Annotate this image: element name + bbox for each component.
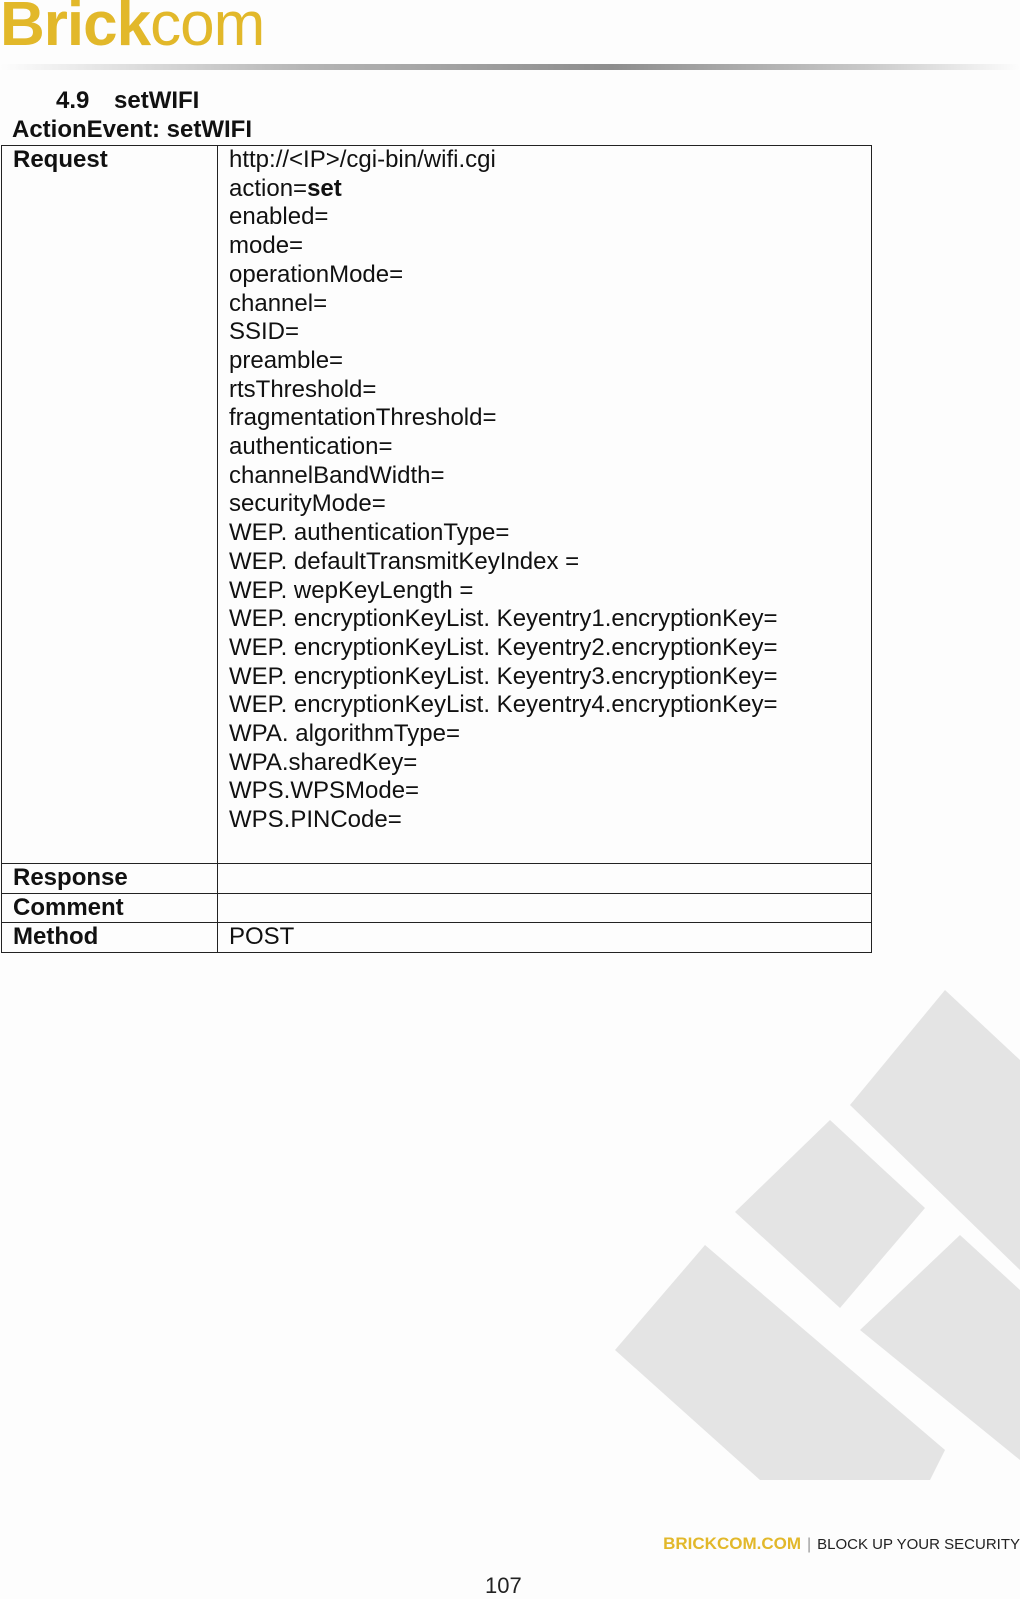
request-params xyxy=(218,146,872,864)
logo-brick-text: Brick xyxy=(0,0,151,59)
param-rts-threshold: rtsThreshold= xyxy=(229,375,377,403)
api-spec-table xyxy=(1,145,872,953)
response-row xyxy=(2,863,872,893)
section-heading xyxy=(56,87,199,115)
request-url: http://<IP>/cgi-bin/wifi.cgi xyxy=(229,146,496,173)
param-wps-pin-code: WPS.PINCode= xyxy=(229,806,402,834)
section-number: 4.9 xyxy=(56,87,90,114)
footer-separator: | xyxy=(807,1536,812,1553)
comment-row xyxy=(2,893,872,923)
footer-brand xyxy=(663,1534,1020,1554)
brick-watermark-icon xyxy=(600,990,1020,1510)
param-channel: channel= xyxy=(229,289,328,317)
param-wps-mode: WPS.WPSMode= xyxy=(229,777,420,805)
footer-site: BRICKCOM.COM xyxy=(663,1534,801,1553)
brickcom-logo xyxy=(0,0,265,59)
request-label: Request xyxy=(2,146,218,864)
param-wep-key-3: WEP. encryptionKeyList. Keyentry3.encryptionKey= xyxy=(229,662,778,690)
param-enabled: enabled= xyxy=(229,203,329,231)
param-fragmentation-threshold: fragmentationThreshold= xyxy=(229,404,497,432)
param-mode: mode= xyxy=(229,232,304,260)
param-wep-key-4: WEP. encryptionKeyList. Keyentry4.encryptionKey= xyxy=(229,691,778,719)
param-authentication: authentication= xyxy=(229,433,393,461)
logo-com-text: com xyxy=(150,0,265,59)
method-row xyxy=(2,923,872,953)
footer-tagline: BLOCK UP YOUR SECURITY xyxy=(817,1536,1020,1553)
section-title: setWIFI xyxy=(114,87,200,114)
param-wpa-shared-key: WPA.sharedKey= xyxy=(229,748,418,776)
param-wep-key-length: WEP. wepKeyLength = xyxy=(229,576,474,604)
request-row xyxy=(2,146,872,864)
comment-value xyxy=(218,893,872,923)
param-operation-mode: operationMode= xyxy=(229,260,404,288)
param-action: action=set xyxy=(229,174,342,202)
param-channel-bandwidth: channelBandWidth= xyxy=(229,461,445,489)
header-divider xyxy=(0,64,1020,70)
comment-label: Comment xyxy=(2,893,218,923)
method-value: POST xyxy=(218,923,872,953)
param-wep-authentication-type: WEP. authenticationType= xyxy=(229,519,510,547)
method-label: Method xyxy=(2,923,218,953)
param-security-mode: securityMode= xyxy=(229,490,386,518)
action-event-title: ActionEvent: setWIFI xyxy=(12,116,253,143)
page-number: 107 xyxy=(485,1573,522,1598)
param-wep-key-1: WEP. encryptionKeyList. Keyentry1.encryptionKey= xyxy=(229,605,778,633)
param-wep-default-key-index: WEP. defaultTransmitKeyIndex = xyxy=(229,547,580,575)
action-value: set xyxy=(307,174,342,202)
param-wep-key-2: WEP. encryptionKeyList. Keyentry2.encryptionKey= xyxy=(229,633,778,661)
response-label: Response xyxy=(2,863,218,893)
param-preamble: preamble= xyxy=(229,346,344,374)
response-value xyxy=(218,863,872,893)
param-wpa-algorithm-type: WPA. algorithmType= xyxy=(229,720,460,748)
param-ssid: SSID= xyxy=(229,318,300,346)
